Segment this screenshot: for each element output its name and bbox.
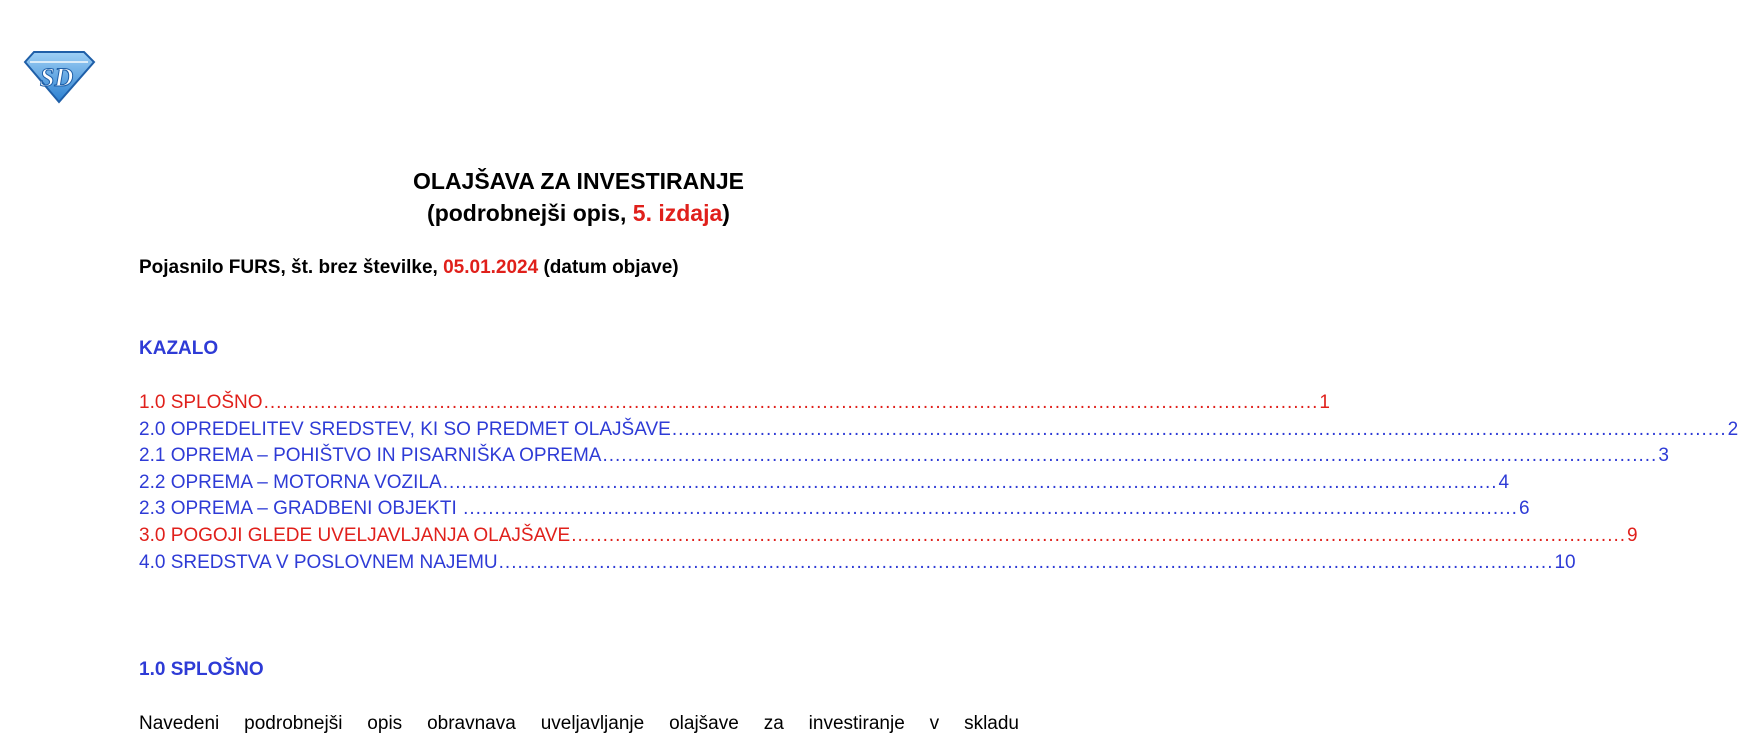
toc-item-label: 2.0 OPREDELITEV SREDSTEV, KI SO PREDMET OLAJŠAVE bbox=[139, 418, 671, 440]
toc-dot-leader: ........................................................................................................................................................................ bbox=[602, 445, 1658, 467]
toc-dot-leader: ........................................................................................................................................................................ bbox=[498, 551, 1554, 573]
table-of-contents bbox=[139, 390, 1738, 576]
toc-heading: KAZALO bbox=[139, 338, 219, 359]
toc-item-label: 2.3 OPREMA – GRADBENI OBJEKTI bbox=[139, 498, 463, 520]
toc-item-poslovni-najem[interactable] bbox=[139, 550, 1576, 577]
toc-item-motorna-vozila[interactable] bbox=[139, 470, 1510, 497]
toc-item-splosno[interactable] bbox=[139, 390, 1330, 417]
toc-item-page: 9 bbox=[1627, 524, 1638, 546]
toc-item-page: 6 bbox=[1518, 498, 1530, 520]
section-heading-splosno: 1.0 SPLOŠNO bbox=[139, 659, 264, 680]
edition-label: 5. izdaja bbox=[632, 200, 723, 226]
toc-item-page: 10 bbox=[1554, 551, 1576, 573]
toc-item-label: 2.2 OPREMA – MOTORNA VOZILA bbox=[139, 471, 442, 493]
notice-suffix: (datum objave) bbox=[538, 257, 679, 278]
toc-dot-leader: ........................................................................................................................................................................ bbox=[263, 392, 1319, 413]
section-paragraph: Navedeni podrobnejši opis obravnava uveljavljanje olajšave za investiranje v skladu bbox=[139, 713, 1019, 734]
toc-item-page: 3 bbox=[1658, 445, 1669, 467]
document-title: OLAJŠAVA ZA INVESTIRANJE bbox=[413, 168, 744, 194]
toc-item-label: 4.0 SREDSTVA V POSLOVNEM NAJEMU bbox=[139, 551, 498, 573]
toc-item-pohistvo[interactable] bbox=[139, 443, 1669, 470]
toc-item-pogoji[interactable] bbox=[139, 523, 1638, 550]
subtitle-prefix: (podrobnejši opis, bbox=[427, 200, 633, 226]
toc-item-page: 2 bbox=[1727, 418, 1738, 440]
toc-item-page: 4 bbox=[1498, 471, 1510, 493]
toc-dot-leader: ........................................................................................................................................................................ bbox=[671, 418, 1727, 440]
furs-notice bbox=[139, 256, 679, 280]
toc-item-page: 1 bbox=[1319, 392, 1330, 413]
toc-item-label: 2.1 OPREMA – POHIŠTVO IN PISARNIŠKA OPREMA bbox=[139, 445, 602, 467]
toc-dot-leader: ........................................................................................................................................................................ bbox=[442, 471, 1498, 493]
toc-item-opredelitev[interactable] bbox=[139, 417, 1738, 444]
toc-item-gradbeni-objekti[interactable] bbox=[139, 496, 1530, 523]
company-logo-icon bbox=[22, 48, 96, 104]
notice-prefix: Pojasnilo FURS, št. brez številke, bbox=[139, 257, 444, 278]
svg-text:SD: SD bbox=[40, 63, 74, 92]
toc-item-label: 1.0 SPLOŠNO bbox=[139, 392, 263, 413]
publication-date: 05.01.2024 bbox=[443, 257, 539, 278]
toc-dot-leader: ........................................................................................................................................................................ bbox=[571, 524, 1627, 546]
toc-item-label: 3.0 POGOJI GLEDE UVELJAVLJANJA OLAJŠAVE bbox=[139, 524, 571, 546]
subtitle-suffix: ) bbox=[722, 200, 730, 226]
document-subtitle bbox=[0, 198, 1157, 228]
toc-dot-leader: ........................................................................................................................................................................ bbox=[463, 498, 1518, 520]
